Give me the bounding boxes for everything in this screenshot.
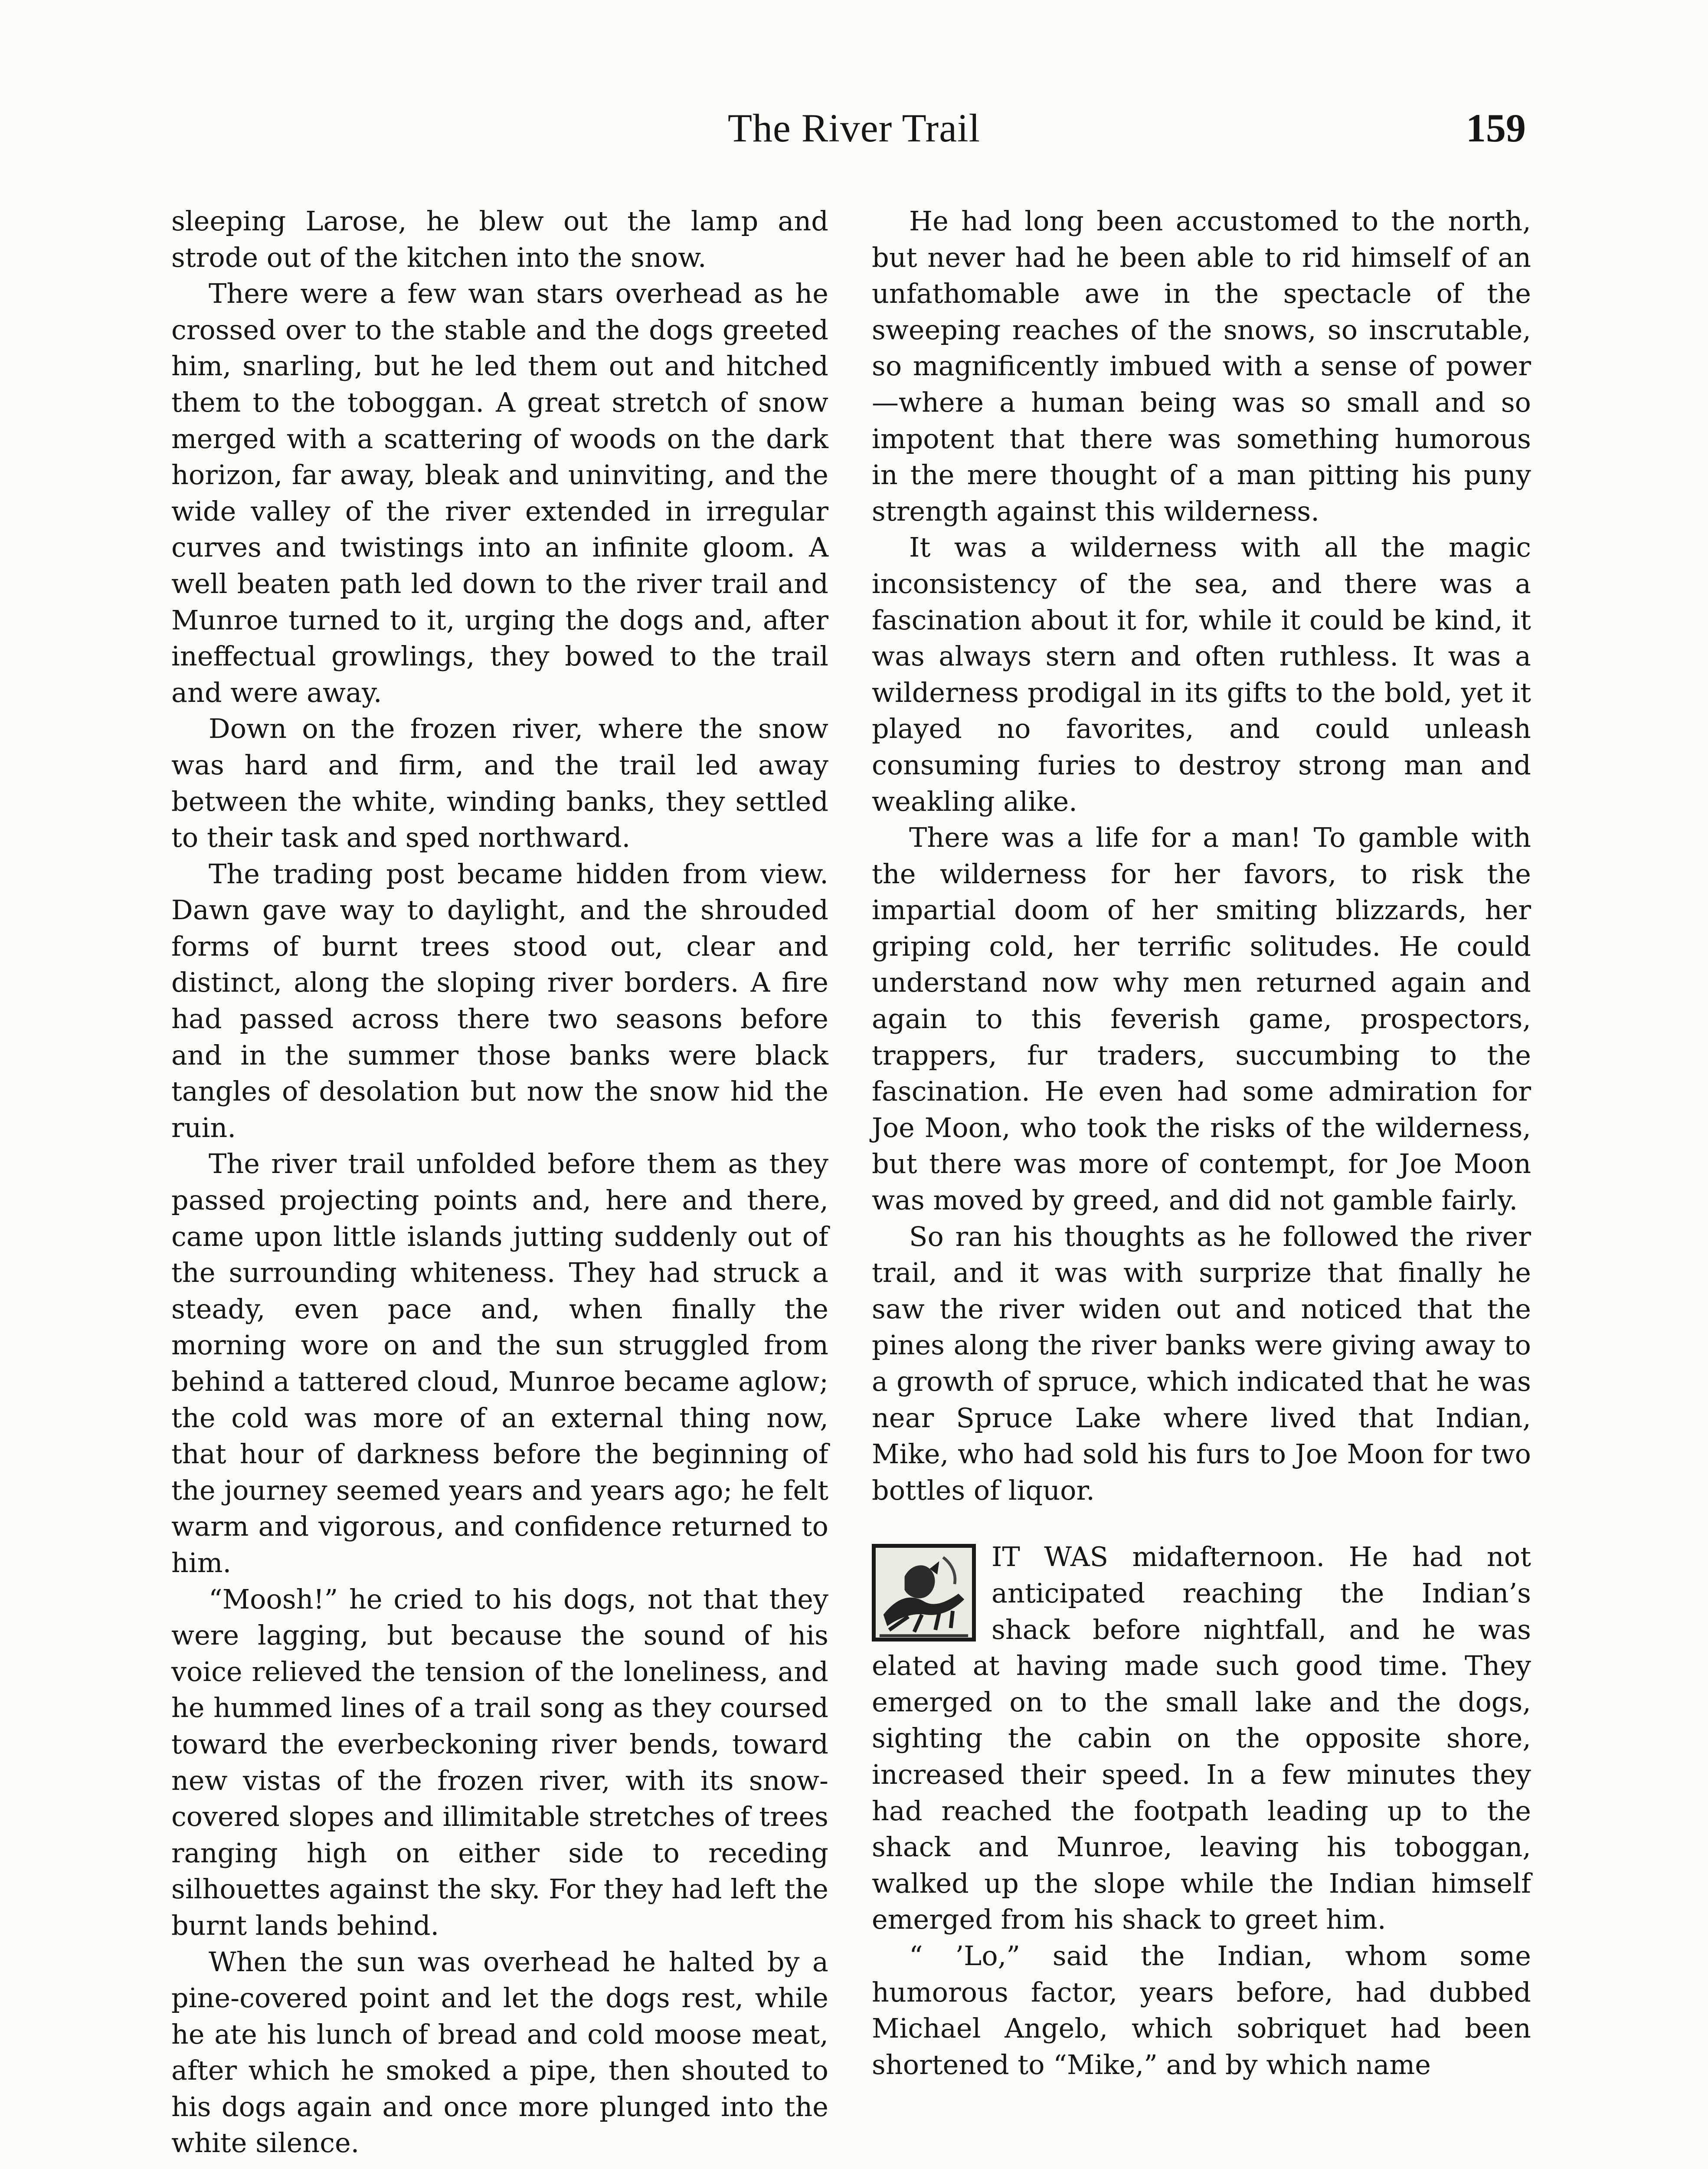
paragraph: There was a life for a man! To gamble with the wilderness for her favors, to risk the impartial doom of her smiting blizzards, her griping cold, her terrific solitudes. He could understand now why men returned again and again to this feverish game, prospectors, trappers, fur traders, succumbing to the fascination. He even had some admiration for Joe Moon, who took the risks of the wilderness, but there was more of contempt, for Joe Moon was moved by greed, and did not gamble fairly. — [872, 822, 1531, 1216]
paragraph: There were a few wan stars overhead as he crossed over to the stable and the dogs greeted him, snarling, but he led them out and hitched them to the toboggan. A great stretch of snow merged with a scattering of woods on the dark horizon, far away, bleak and uninviting, and the wide valley of the river extended in irregular curves and twistings into an infinite gloom. A well beaten path led down to the river trail and Munroe turned to it, urging the dogs and, after ineffectual growlings, they bowed to the trail and were away. — [171, 278, 828, 708]
sled-dog-icon — [876, 1548, 972, 1638]
paragraph: sleeping Larose, he blew out the lamp and strode out of the kitchen into the snow. — [171, 205, 828, 273]
section-start — [872, 1539, 1531, 1938]
paragraph: It was a wilderness with all the magic inconsistency of the sea, and there was a fascination about it for, while it could be kind, it was always stern and often ruthless. It was a wilderness prodigal in its gifts to the bold, yet it played no favorites, and could unleash consuming furies to destroy strong man and weakling alike. — [872, 531, 1531, 817]
page-number: 159 — [1466, 106, 1526, 150]
page-title: The River Trail — [727, 106, 981, 150]
drop-cap-illustration — [872, 1544, 976, 1641]
paragraph: So ran his thoughts as he followed the river trail, and it was with surprize that finally he saw the river widen out and noticed that the pines along the river banks were giving away to a growth of spruce, which indicated that he was near Spruce Lake where lived that Indian, Mike, who had sold his furs to Joe Moon for two bottles of liquor. — [872, 1220, 1531, 1506]
paragraph: “Moosh!” he cried to his dogs, not that they were lagging, but because the sound of his voice relieved the tension of the loneliness, and he hummed lines of a trail song as they coursed toward the everbeckoning river bends, toward new vistas of the frozen river, with its snow-covered slopes and illimitable stretches of trees ranging high on either side to receding silhouettes against the sky. For they had left the burnt lands behind. — [171, 1583, 828, 1941]
paragraph: The river trail unfolded before them as they passed projecting points and, here and there, came upon little islands jutting suddenly out of the surrounding whiteness. They had struck a steady, even pace and, when finally the morning wore on and the sun struggled from behind a tattered cloud, Munroe became aglow; the cold was more of an external thing now, that hour of darkness before the beginning of the journey seemed years and years ago; he felt warm and vigorous, and confidence returned to him. — [171, 1148, 828, 1579]
paragraph: Down on the frozen river, where the snow was hard and firm, and the trail led away between the white, winding banks, they settled to their task and sped northward. — [171, 713, 828, 854]
paragraph: When the sun was overhead he halted by a pine-covered point and let the dogs rest, while he ate his lunch of bread and cold moose meat, after which he smoked a pipe, then shouted to his dogs again and once more plunged into the white silence. — [171, 1946, 828, 2159]
paragraph: He had long been accustomed to the north, but never had he been able to rid himself of an unfathomable awe in the spectacle of the sweeping reaches of the snows, so inscrutable, so magnificently imbued with a sense of power—where a human being was so small and so impotent that there was something humorous in the mere thought of a man pitting his puny strength against this wilderness. — [872, 205, 1531, 527]
paragraph: The trading post became hidden from view. Dawn gave way to daylight, and the shrouded forms of burnt trees stood out, clear and distinct, along the sloping river borders. A fire had passed across there two seasons before and in the summer those banks were black tangles of desolation but now the snow hid the ruin. — [171, 858, 828, 1143]
right-column — [872, 203, 1531, 2083]
paragraph: “ ’Lo,” said the Indian, whom some humorous factor, years before, had dubbed Michael Angelo, which sobriquet had been shortened to “Mike,” and by which name — [872, 1940, 1531, 2081]
left-column — [171, 203, 828, 2161]
paragraph: IT WAS midafternoon. He had not anticipated reaching the Indian’s shack before nightfall, and he was elated at having made such good time. They emerged on to the small lake and the dogs, sighting the cabin on the opposite shore, increased their speed. In a few minutes they had reached the footpath leading up to the shack and Munroe, leaving his toboggan, walked up the slope while the Indian himself emerged from his shack to greet him. — [872, 1541, 1531, 1936]
